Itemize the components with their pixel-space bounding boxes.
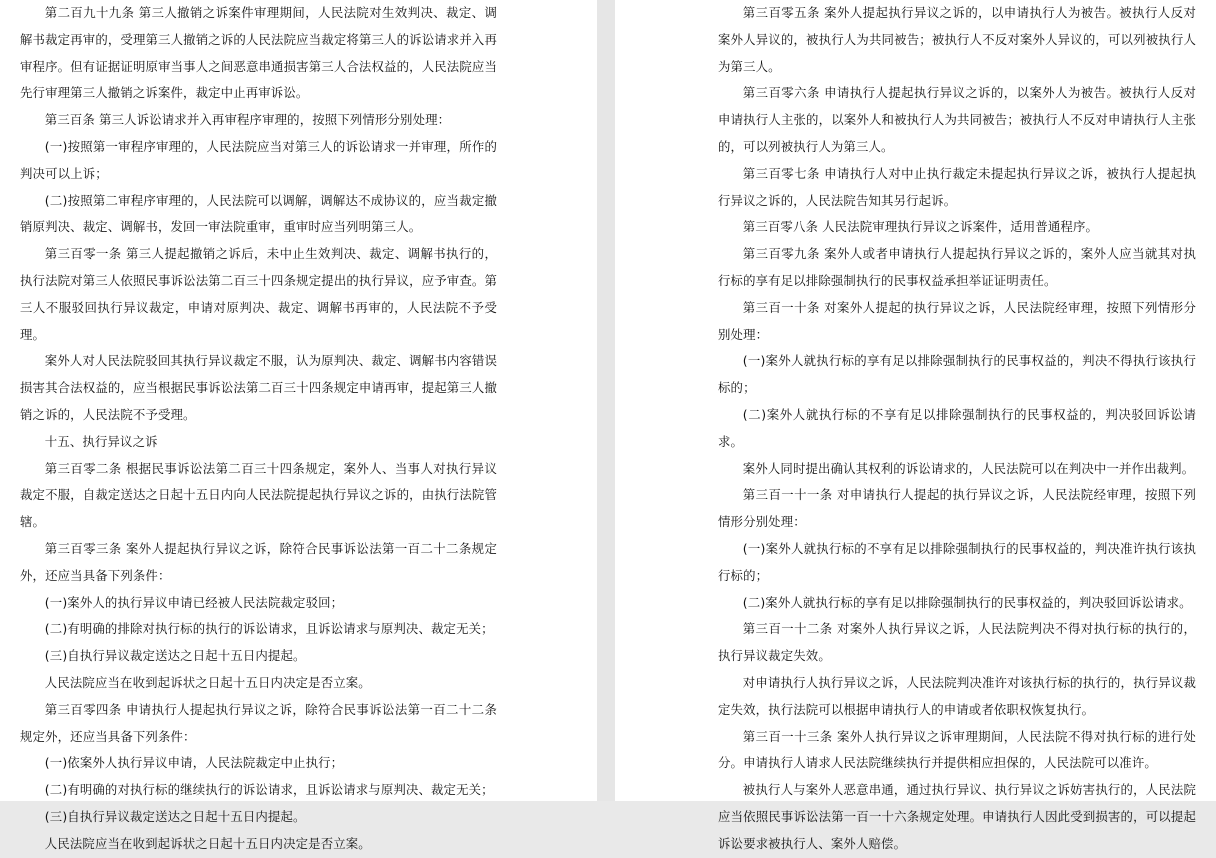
- paragraph: 第三百零七条 申请执行人对中止执行裁定未提起执行异议之诉，被执行人提起执行异议之诉的，人民法院告知其另行起诉。: [718, 165, 1196, 208]
- paragraph: (三)自执行异议裁定送达之日起十五日内提起。: [44, 648, 306, 664]
- paragraph: (一)案外人就执行标的享有足以排除强制执行的民事权益的，判决不得执行该执行标的；: [718, 353, 1196, 396]
- paragraph: 第三百一十一条 对申请执行人提起的执行异议之诉，人民法院经审理，按照下列情形分别处理：: [718, 487, 1196, 530]
- paragraph: (一)案外人的执行异议申请已经被人民法院裁定驳回；: [44, 594, 344, 610]
- paragraph: 第三百一十条 对案外人提起的执行异议之诉，人民法院经审理，按照下列情形分别处理：: [718, 299, 1196, 342]
- paragraph: 人民法院应当在收到起诉状之日起十五日内决定是否立案。: [44, 674, 371, 690]
- paragraph: (二)有明确的排除对执行标的执行的诉讼请求，且诉讼请求与原判决、裁定无关；: [44, 621, 494, 637]
- paragraph: 第三百零一条 第三人提起撤销之诉后，未中止生效判决、裁定、调解书执行的，执行法院对第三人依照民事诉讼法第二百三十四条规定提出的执行异议，应予审查。第三人不服驳回执行异议裁定，申请对原判决、裁定、调解书再审的，人民法院不予受理。: [20, 246, 497, 342]
- page-body-right: [718, 0, 1196, 858]
- document-page-left: [0, 0, 597, 851]
- document-page-right: [615, 0, 1216, 851]
- paragraph: (三)自执行异议裁定送达之日起十五日内提起。: [44, 808, 306, 824]
- paragraph: 第三百零四条 申请执行人提起执行异议之诉，除符合民事诉讼法第一百二十二条规定外，还应当具备下列条件：: [20, 701, 497, 744]
- paragraph: 人民法院应当在收到起诉状之日起十五日内决定是否立案。: [44, 835, 371, 851]
- paragraph: (一)依案外人执行异议申请，人民法院裁定中止执行；: [44, 755, 344, 771]
- paragraph: (二)案外人就执行标的不享有足以排除强制执行的民事权益的，判决驳回诉讼请求。: [718, 406, 1196, 449]
- paragraph: 第三百零九条 案外人或者申请执行人提起执行异议之诉的，案外人应当就其对执行标的享有足以排除强制执行的民事权益承担举证证明责任。: [718, 246, 1196, 288]
- paragraph: 第三百一十三条 案外人执行异议之诉审理期间，人民法院不得对执行标的进行处分。申请执行人请求人民法院继续执行并提供相应担保的，人民法院可以准许。: [718, 728, 1196, 771]
- paragraph: 第三百零六条 申请执行人提起执行异议之诉的，以案外人为被告。被执行人反对申请执行人主张的，以案外人和被执行人为共同被告；被执行人不反对申请执行人主张的，可以列被执行人为第三人。: [718, 85, 1196, 154]
- paragraph: (一)按照第一审程序审理的，人民法院应当对第三人的诉讼请求一并审理，所作的判决可以上诉；: [20, 138, 497, 181]
- paragraph: 第三百零五条 案外人提起执行异议之诉的，以申请执行人为被告。被执行人反对案外人异议的，被执行人为共同被告；被执行人不反对案外人异议的，可以列被执行人为第三人。: [718, 5, 1196, 74]
- paragraph: 第三百零二条 根据民事诉讼法第二百三十四条规定，案外人、当事人对执行异议裁定不服，自裁定送达之日起十五日内向人民法院提起执行异议之诉的，由执行法院管辖。: [20, 460, 497, 530]
- paragraph: 案外人对人民法院驳回其执行异议裁定不服，认为原判决、裁定、调解书内容错误损害其合法权益的，应当根据民事诉讼法第二百三十四条规定申请再审，提起第三人撤销之诉的，人民法院不予受理。: [20, 353, 497, 422]
- paragraph: (二)案外人就执行标的享有足以排除强制执行的民事权益的，判决驳回诉讼请求。: [742, 594, 1192, 610]
- paragraph: (二)有明确的对执行标的继续执行的诉讼请求，且诉讼请求与原判决、裁定无关；: [44, 782, 494, 798]
- paragraph: 第三百零三条 案外人提起执行异议之诉，除符合民事诉讼法第一百二十二条规定外，还应当具备下列条件：: [20, 540, 497, 583]
- paragraph: 对申请执行人执行异议之诉，人民法院判决准许对该执行标的执行的，执行异议裁定失效，执行法院可以根据申请执行人的申请或者依职权恢复执行。: [718, 674, 1196, 717]
- paragraph: (二)按照第二审程序审理的，人民法院可以调解，调解达不成协议的，应当裁定撤销原判决、裁定、调解书，发回一审法院重审，重审时应当列明第三人。: [20, 192, 497, 235]
- paragraph: 被执行人与案外人恶意串通，通过执行异议、执行异议之诉妨害执行的，人民法院应当依照民事诉讼法第一百一十六条规定处理。申请执行人因此受到损害的，可以提起诉讼要求被执行人、案外人赔偿。: [718, 782, 1196, 851]
- page-body-left: [20, 0, 497, 858]
- paragraph: 第三百条 第三人诉讼请求并入再审程序审理的，按照下列情形分别处理：: [44, 112, 451, 128]
- paragraph: 案外人同时提出确认其权利的诉讼请求的，人民法院可以在判决中一并作出裁判。: [742, 460, 1195, 476]
- paragraph: 第三百一十二条 对案外人执行异议之诉，人民法院判决不得对执行标的执行的，执行异议裁定失效。: [718, 621, 1196, 664]
- section-heading: 十五、执行异议之诉: [44, 433, 158, 449]
- paragraph: 第三百零八条 人民法院审理执行异议之诉案件，适用普通程序。: [742, 219, 1099, 235]
- paragraph: 第二百九十九条 第三人撤销之诉案件审理期间，人民法院对生效判决、裁定、调解书裁定再审的，受理第三人撤销之诉的人民法院应当裁定将第三人的诉讼请求并入再审程序。但有证据证明原审当事人之间恶意串通损害第三人合法权益的，人民法院应当先行审理第三人撤销之诉案件，裁定中止再审诉讼。: [20, 5, 497, 101]
- paragraph: (一)案外人就执行标的不享有足以排除强制执行的民事权益的，判决准许执行该执行标的；: [718, 540, 1196, 583]
